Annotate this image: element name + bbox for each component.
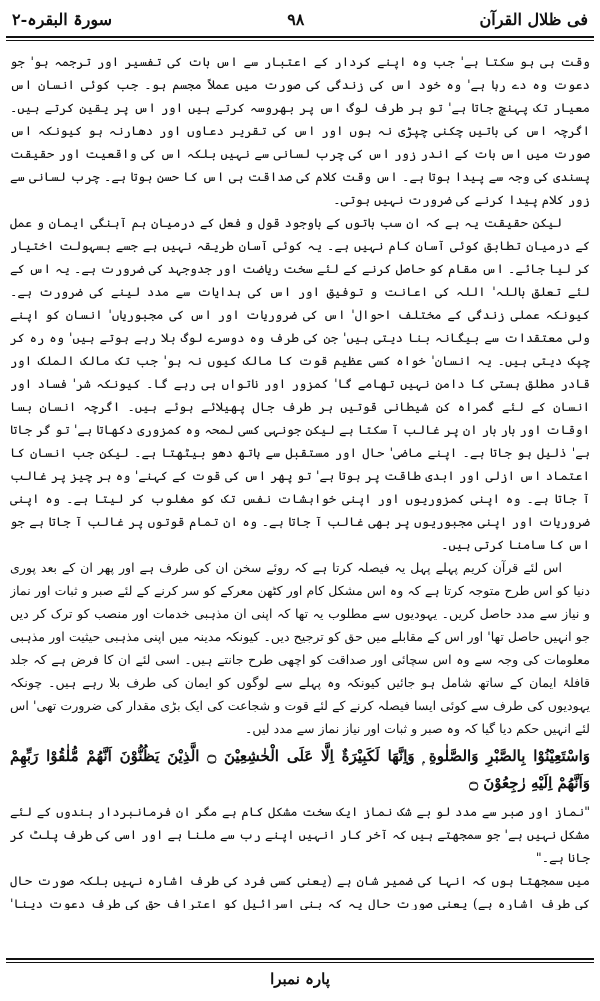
page-body	[10, 50, 590, 910]
paragraph: اس لئے قرآن کریم پہلے پہل یہ فیصلہ کرتا ہے کہ روئے سخن ان کی طرف ہے اور پھر ان کے بعد پوری دنیا کو اس طرح متوجہ کرتا ہے کہ وہ اس مشکل کام اور کٹھن معرکے کو سر کرنے کے لئے صبر و ثبات اور نماز و نیاز سے مدد حاصل کریں۔ یہودیوں سے مطلوب یہ تھا کہ اپنی ان مذہبی خدمات اور منصب کو ترک کر دیں جو انہیں حاصل تھا' اور اس کے مقابلے میں حق کو ترجیح دیں۔ کیونکہ مدینہ میں اپنی مذہبی حیثیت اور مذہبی معلومات کی وجہ سے وہ اس سچائی اور صداقت کو اچھی طرح جانتے ہیں۔ اسی لئے ان کا فرض ہے کہ جلد قافلۂ ایمان کے ساتھ شامل ہو جائیں کیونکہ وہ پہلے سے لوگوں کو ایمان کی طرف بلا رہے ہیں۔ چونکہ یہودیوں کی طرف سے کوئی ایسا فیصلہ کرنے کے لئے قوت و شجاعت کی ایک بڑی مقدار کی ضرورت تھی' اس لئے انہیں حکم دیا گیا کہ وہ صبر و ثبات اور نیاز نماز سے مدد لیں۔	[10, 560, 590, 736]
header-divider	[6, 36, 594, 38]
paragraph: وقت ہی ہو سکتا ہے' جب وہ اپنے کردار کے اعتبار سے اس بات کی تفسیر اور ترجمہ ہو' جو دعوت وہ دے رہا ہے' وہ خود اس کی زندگی کی صورت میں عملاً مجسم ہو۔ جب کوئی انسان اس معیار تک پہنچ جاتا ہے' تو ہر طرف لوگ اس پر بھروسہ کرتے ہیں اور اس پر یقین کرتے ہیں۔ اگرچہ اس کی باتیں چکنی چپڑی نہ ہوں اور اس کی تقریر دعاوں اور دھارنہ ہو کیونکہ اس صورت میں اس بات کے اندر زور اس کی چرب لسانی سے نہیں بلکہ اس کی واقعیت اور حقیقت پسندی کی وجہ سے پیدا ہوتا ہے۔ اس وقت کلام کی صداقت ہی اس کا حسن ہوتا ہے۔ چرب لسانی سے زور کلام پیدا کرنے کی ضرورت نہیں ہوتی۔	[10, 54, 590, 207]
footer-divider	[6, 958, 594, 960]
commentary-paragraph: میں سمجھتا ہوں کہ انہا کی ضمیر شان ہے (یعنی کسی فرد کی طرف اشارہ نہیں بلکہ صورت حال کی طرف اشارہ ہے) یعنی صورت حال یہ کہ بنی اسرائیل کو اعتراف حق کی طرف دعوت دینا'	[10, 873, 590, 910]
book-title: فی ظلال القرآن	[479, 9, 588, 29]
surah-title: سورۃ البقرہ-۲	[12, 9, 113, 29]
header-divider-thin	[6, 40, 594, 41]
page-header	[8, 4, 592, 34]
footer-divider-thin	[6, 962, 594, 963]
paragraph: لیکن حقیقت یہ ہے کہ ان سب باتوں کے باوجود قول و فعل کے درمیان ہم آہنگی ایمان و عمل کے درمیان تطابق کوئی آسان کام نہیں ہے۔ یہ کوئی آسان طریقہ نہیں ہے جسے بسہولت اختیار کر لیا جائے۔ اس مقام کو حاصل کرنے کے لئے سخت ریاضت اور جدوجہد کی ضرورت ہے۔ یہ اس کے لئے تعلق باللہ' اللہ کی اعانت و توفیق اور اس کی ہدایات سے مدد لینے کی ضرورت ہے۔ کیونکہ عملی زندگی کے مختلف احوال' اس کی ضروریات اور اس کی مجبوریاں' انسان کو اپنے ولی معتقدات سے بیگانہ بنا دیتی ہیں' جن کی طرف وہ دوسرے لوگ بلا رہے ہوتے ہیں' وہ رہ کر چپک دیتی ہیں۔ یہ انسان' خواہ کسی عظیم قوت کا مالک کیوں نہ ہو' جب تک مالک الملک اور قادر مطلق ہستی کا دامن نہیں تھامے گا' کمزور اور ناتواں ہی رہے گا۔ کیونکہ شر' فساد اور انسان کے لئے گمراہ کن شیطانی قوتیں ہر طرف جال پھیلائے ہوئے ہیں۔ اگرچہ انسان بسا اوقات اور بار بار ان پر غالب آ سکتا ہے لیکن جونہی کسی لمحہ وہ کمزوری دکھاتا ہے' تو گر جاتا ہے' ذلیل ہو جاتا ہے۔ اپنے ماضی' حال اور مستقبل سے ہاتھ دھو بیٹھتا ہے۔ لیکن جب انسان کا اعتماد اس ازلی اور ابدی طاقت پر ہوتا ہے' تو پھر اس کی قوت کے کہنے' وہ ہر چیز پر غالب آ جاتا ہے۔ وہ اپنی کمزوریوں اور اپنی خواہشات نفس تک کو مغلوب کر لیتا ہے۔ وہ اپنی ضروریات اور اپنی مجبوریوں پر بھی غالب آ جاتا ہے۔ وہ ان تمام قوتوں پر غالب آ جاتا ہے جو اس کا سامنا کرتی ہیں۔	[10, 215, 590, 552]
quran-verse: وَاسْتَعِيْنُوْا بِالصَّبْرِ وَالصَّلٰوةِ ۭ وَاِنَّهَا لَكَبِيْرَةٌ اِلَّا عَلَى الْخٰشِعِيْنَ ۝ الَّذِيْنَ يَظُنُّوْنَ اَنَّهُمْ مُّلٰقُوْا رَبِّهِمْ وَاَنَّهُمْ اِلَيْهِ رٰجِعُوْنَ ۝	[10, 747, 590, 792]
verse-translation: "نماز اور صبر سے مدد لو بے شک نماز ایک سخت مشکل کام ہے مگر ان فرمانبردار بندوں کے لئے مشکل نہیں ہے' جو سمجھتے ہیں کہ آخر کار انہیں اپنے رب سے ملنا ہے اور اسی کی طرف پلٹ کر جانا ہے۔"	[10, 804, 590, 865]
para-label: پارہ نمبرا	[270, 970, 330, 988]
page-number: ۹۸	[287, 9, 305, 29]
